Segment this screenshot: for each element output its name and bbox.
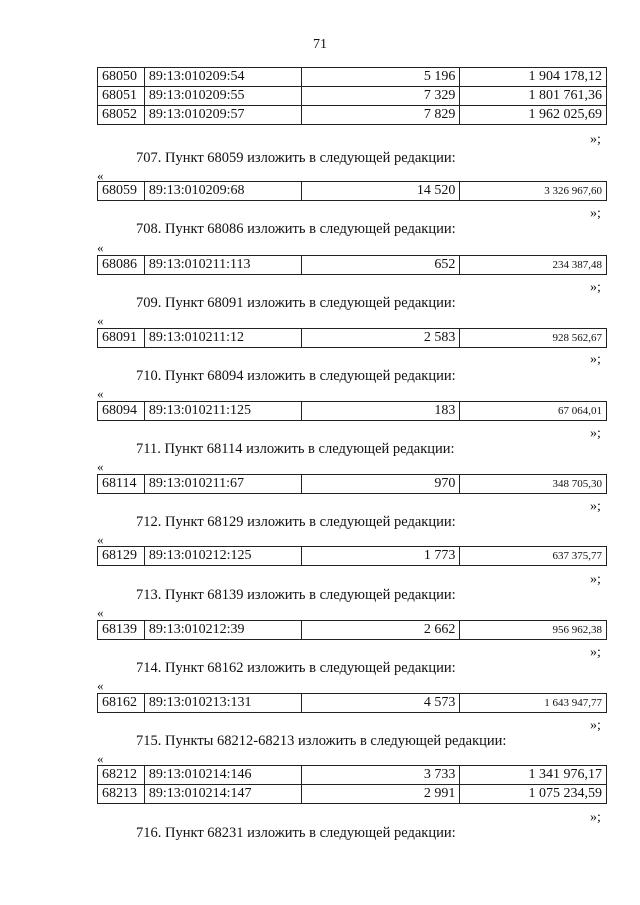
cost-value: 956 962,38 xyxy=(460,621,607,640)
area-value: 652 xyxy=(301,256,460,275)
data-table xyxy=(97,181,607,201)
table-row xyxy=(98,87,607,106)
cost-value: 3 326 967,60 xyxy=(460,182,607,201)
section-heading: 715. Пункты 68212-68213 изложить в следующей редакции: xyxy=(136,733,507,749)
area-value: 183 xyxy=(301,402,460,421)
row-id: 68213 xyxy=(98,785,145,804)
table-row xyxy=(98,329,607,348)
closing-quote: »; xyxy=(590,718,601,733)
data-table xyxy=(97,401,607,421)
area-value: 4 573 xyxy=(301,694,460,713)
opening-quote: « xyxy=(97,532,104,547)
closing-quote: »; xyxy=(590,572,601,587)
cadastral-number: 89:13:010211:113 xyxy=(144,256,301,275)
closing-quote: »; xyxy=(590,132,601,147)
cadastral-number: 89:13:010211:12 xyxy=(144,329,301,348)
closing-quote: »; xyxy=(590,280,601,295)
data-table xyxy=(97,474,607,494)
cadastral-number: 89:13:010209:54 xyxy=(144,68,301,87)
opening-quote: « xyxy=(97,386,104,401)
row-id: 68212 xyxy=(98,766,145,785)
data-table xyxy=(97,693,607,713)
data-table xyxy=(97,546,607,566)
cost-value: 928 562,67 xyxy=(460,329,607,348)
closing-quote: »; xyxy=(590,206,601,221)
cost-value: 1 904 178,12 xyxy=(460,68,607,87)
row-id: 68086 xyxy=(98,256,145,275)
row-id: 68129 xyxy=(98,547,145,566)
section-heading: 711. Пункт 68114 изложить в следующей редакции: xyxy=(136,441,455,457)
row-id: 68091 xyxy=(98,329,145,348)
closing-quote: »; xyxy=(590,499,601,514)
section-heading: 716. Пункт 68231 изложить в следующей редакции: xyxy=(136,825,456,841)
opening-quote: « xyxy=(97,168,104,183)
data-table xyxy=(97,765,607,804)
table-row xyxy=(98,402,607,421)
table-row xyxy=(98,475,607,494)
data-table xyxy=(97,255,607,275)
table-row xyxy=(98,766,607,785)
cost-value: 1 962 025,69 xyxy=(460,106,607,125)
section-heading: 709. Пункт 68091 изложить в следующей редакции: xyxy=(136,295,456,311)
cost-value: 637 375,77 xyxy=(460,547,607,566)
table-row xyxy=(98,621,607,640)
area-value: 3 733 xyxy=(301,766,460,785)
closing-quote: »; xyxy=(590,352,601,367)
data-table xyxy=(97,67,607,125)
opening-quote: « xyxy=(97,605,104,620)
row-id: 68052 xyxy=(98,106,145,125)
row-id: 68094 xyxy=(98,402,145,421)
row-id: 68059 xyxy=(98,182,145,201)
area-value: 7 829 xyxy=(301,106,460,125)
section-heading: 713. Пункт 68139 изложить в следующей редакции: xyxy=(136,587,456,603)
data-table xyxy=(97,620,607,640)
cadastral-number: 89:13:010209:57 xyxy=(144,106,301,125)
cadastral-number: 89:13:010214:147 xyxy=(144,785,301,804)
table-row xyxy=(98,182,607,201)
cost-value: 234 387,48 xyxy=(460,256,607,275)
cadastral-number: 89:13:010211:67 xyxy=(144,475,301,494)
area-value: 2 662 xyxy=(301,621,460,640)
cadastral-number: 89:13:010209:68 xyxy=(144,182,301,201)
table-row xyxy=(98,256,607,275)
area-value: 14 520 xyxy=(301,182,460,201)
table-row xyxy=(98,106,607,125)
section-heading: 708. Пункт 68086 изложить в следующей редакции: xyxy=(136,221,456,237)
area-value: 2 991 xyxy=(301,785,460,804)
opening-quote: « xyxy=(97,240,104,255)
opening-quote: « xyxy=(97,313,104,328)
table-row xyxy=(98,694,607,713)
closing-quote: »; xyxy=(590,426,601,441)
table-row xyxy=(98,785,607,804)
row-id: 68051 xyxy=(98,87,145,106)
cadastral-number: 89:13:010214:146 xyxy=(144,766,301,785)
cadastral-number: 89:13:010209:55 xyxy=(144,87,301,106)
area-value: 1 773 xyxy=(301,547,460,566)
cadastral-number: 89:13:010213:131 xyxy=(144,694,301,713)
cost-value: 67 064,01 xyxy=(460,402,607,421)
cost-value: 1 075 234,59 xyxy=(460,785,607,804)
table-row xyxy=(98,68,607,87)
row-id: 68139 xyxy=(98,621,145,640)
cadastral-number: 89:13:010212:39 xyxy=(144,621,301,640)
area-value: 2 583 xyxy=(301,329,460,348)
section-heading: 710. Пункт 68094 изложить в следующей редакции: xyxy=(136,368,456,384)
section-heading: 712. Пункт 68129 изложить в следующей редакции: xyxy=(136,514,456,530)
row-id: 68162 xyxy=(98,694,145,713)
opening-quote: « xyxy=(97,751,104,766)
cadastral-number: 89:13:010212:125 xyxy=(144,547,301,566)
table-row xyxy=(98,547,607,566)
opening-quote: « xyxy=(97,678,104,693)
cost-value: 1 643 947,77 xyxy=(460,694,607,713)
closing-quote: »; xyxy=(590,810,601,825)
data-table xyxy=(97,328,607,348)
cadastral-number: 89:13:010211:125 xyxy=(144,402,301,421)
cost-value: 1 341 976,17 xyxy=(460,766,607,785)
row-id: 68114 xyxy=(98,475,145,494)
cost-value: 348 705,30 xyxy=(460,475,607,494)
page-number: 71 xyxy=(313,37,327,52)
row-id: 68050 xyxy=(98,68,145,87)
section-heading: 707. Пункт 68059 изложить в следующей редакции: xyxy=(136,150,456,166)
cost-value: 1 801 761,36 xyxy=(460,87,607,106)
section-heading: 714. Пункт 68162 изложить в следующей редакции: xyxy=(136,660,456,676)
opening-quote: « xyxy=(97,459,104,474)
area-value: 970 xyxy=(301,475,460,494)
area-value: 5 196 xyxy=(301,68,460,87)
area-value: 7 329 xyxy=(301,87,460,106)
closing-quote: »; xyxy=(590,645,601,660)
